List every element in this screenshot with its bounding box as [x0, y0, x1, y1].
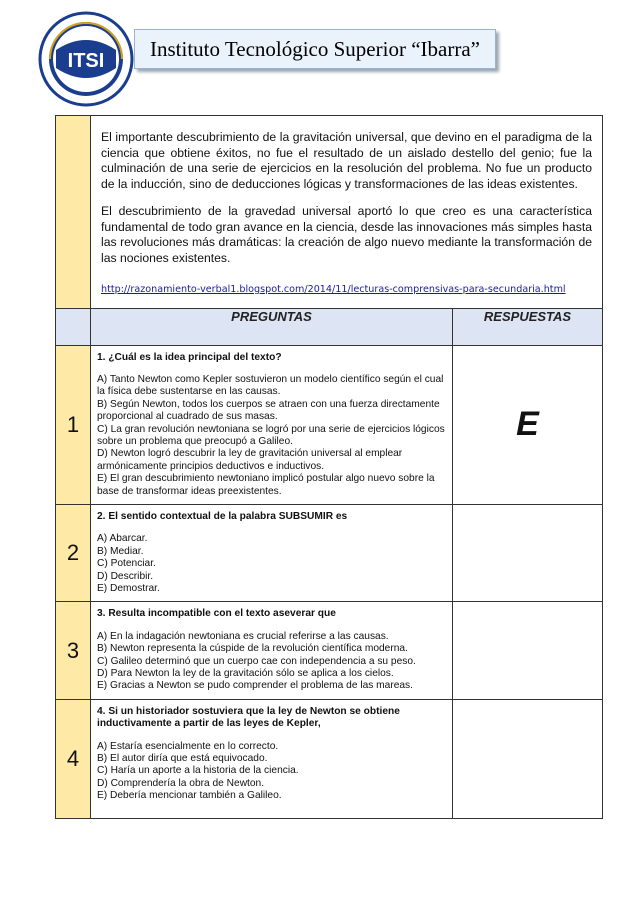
question-row-2 — [56, 504, 603, 601]
answer-cell[interactable] — [453, 504, 603, 601]
answers-header: RESPUESTAS — [453, 308, 603, 345]
option-e: E) El gran descubrimiento newtoniano implicó postular algo nuevo sobre la base de transformar ideas preexistentes. — [97, 473, 435, 497]
option-c: C) Potenciar. — [97, 558, 156, 570]
answer-cell[interactable] — [453, 699, 603, 818]
reading-paragraph-1: El importante descubrimiento de la gravitación universal, que devino en el paradigma de la ciencia que obtiene éxitos, no fue el resultado de un aislado destello del genio; fue la culminación de una serie de ejercicios en la resolución del problema. No fue un producto de la inducción, sino de deducciones lógicas y transformaciones de las ideas existentes. — [101, 130, 593, 191]
option-e: E) Gracias a Newton se pudo comprender el problema de las mareas. — [97, 680, 413, 692]
reading-number-cell — [56, 116, 91, 309]
reading-passage — [91, 116, 603, 309]
answer-cell[interactable] — [453, 602, 603, 699]
question-row-4 — [56, 699, 603, 818]
option-e: E) Debería mencionar también a Galileo. — [97, 790, 282, 802]
source-link[interactable]: http://razonamiento-verbal1.blogspot.com/2014/11/lecturas-comprensivas-para-secundaria.html — [101, 284, 566, 295]
question-number: 4 — [56, 699, 91, 818]
option-d: D) Newton logró descubrir la ley de gravitación universal al emplear armónicamente principios deductivos e inductivos. — [97, 448, 403, 472]
option-d: D) Para Newton la ley de la gravitación sólo se aplica a los cielos. — [97, 668, 394, 680]
institute-title: Instituto Tecnológico Superior “Ibarra” — [150, 36, 480, 61]
question-cell — [91, 602, 453, 699]
option-c: C) Galileo determinó que un cuerpo cae con independencia a su peso. — [97, 655, 416, 667]
logo-text: ITSI — [67, 50, 105, 72]
questions-header: PREGUNTAS — [91, 308, 453, 345]
question-title: 2. El sentido contextual de la palabra SUBSUMIR es — [97, 510, 348, 522]
question-number: 1 — [56, 345, 91, 504]
option-a: A) Estaría esencialmente en lo correcto. — [97, 740, 279, 752]
worksheet-table — [55, 115, 603, 819]
question-cell — [91, 504, 453, 601]
question-number: 3 — [56, 602, 91, 699]
option-a: A) Tanto Newton como Kepler sostuvieron un modelo científico según el cual la física debe sustentarse en las causas. — [97, 373, 444, 398]
option-e: E) Demostrar. — [97, 583, 160, 594]
question-cell — [91, 345, 453, 504]
question-number: 2 — [56, 504, 91, 601]
option-c: C) Haría un aporte a la historia de la ciencia. — [97, 765, 299, 777]
question-cell — [91, 699, 453, 818]
question-row-1 — [56, 345, 603, 504]
option-d: D) Describir. — [97, 570, 154, 582]
option-a: A) En la indagación newtoniana es crucial referirse a las causas. — [97, 630, 389, 642]
institute-title-box — [134, 29, 496, 69]
option-b: B) Según Newton, todos los cuerpos se atraen con una fuerza directamente proporcional al cuadrado de sus masas. — [97, 398, 440, 423]
question-title: 1. ¿Cuál es la idea principal del texto? — [97, 351, 282, 363]
option-d: D) Comprendería la obra de Newton. — [97, 777, 265, 789]
option-a: A) Abarcar. — [97, 533, 148, 545]
answer-cell[interactable]: E — [453, 345, 603, 504]
institute-logo — [36, 10, 136, 108]
option-b: B) Mediar. — [97, 545, 144, 557]
header-blank-cell — [56, 308, 91, 345]
option-b: B) Newton representa la cúspide de la revolución científica moderna. — [97, 643, 408, 655]
question-row-3 — [56, 602, 603, 699]
reading-paragraph-2: El descubrimiento de la gravedad universal aportó lo que creo es una característica fundamental de todo gran avance en la ciencia, desde las innovaciones más simples hasta las revoluciones más dramáticas: la creación de algo nuevo mediante la transformación de las nociones existentes. — [101, 204, 593, 265]
option-b: B) El autor diría que está equivocado. — [97, 753, 268, 765]
option-c: C) La gran revolución newtoniana se logró por una serie de ejercicios lógicos sobre un problema que preocupó a Galileo. — [97, 423, 445, 447]
question-title: 3. Resulta incompatible con el texto aseverar que — [97, 608, 336, 620]
question-title: 4. Si un historiador sostuviera que la ley de Newton se obtiene inductivamente a partir de las leyes de Kepler, — [97, 705, 400, 730]
